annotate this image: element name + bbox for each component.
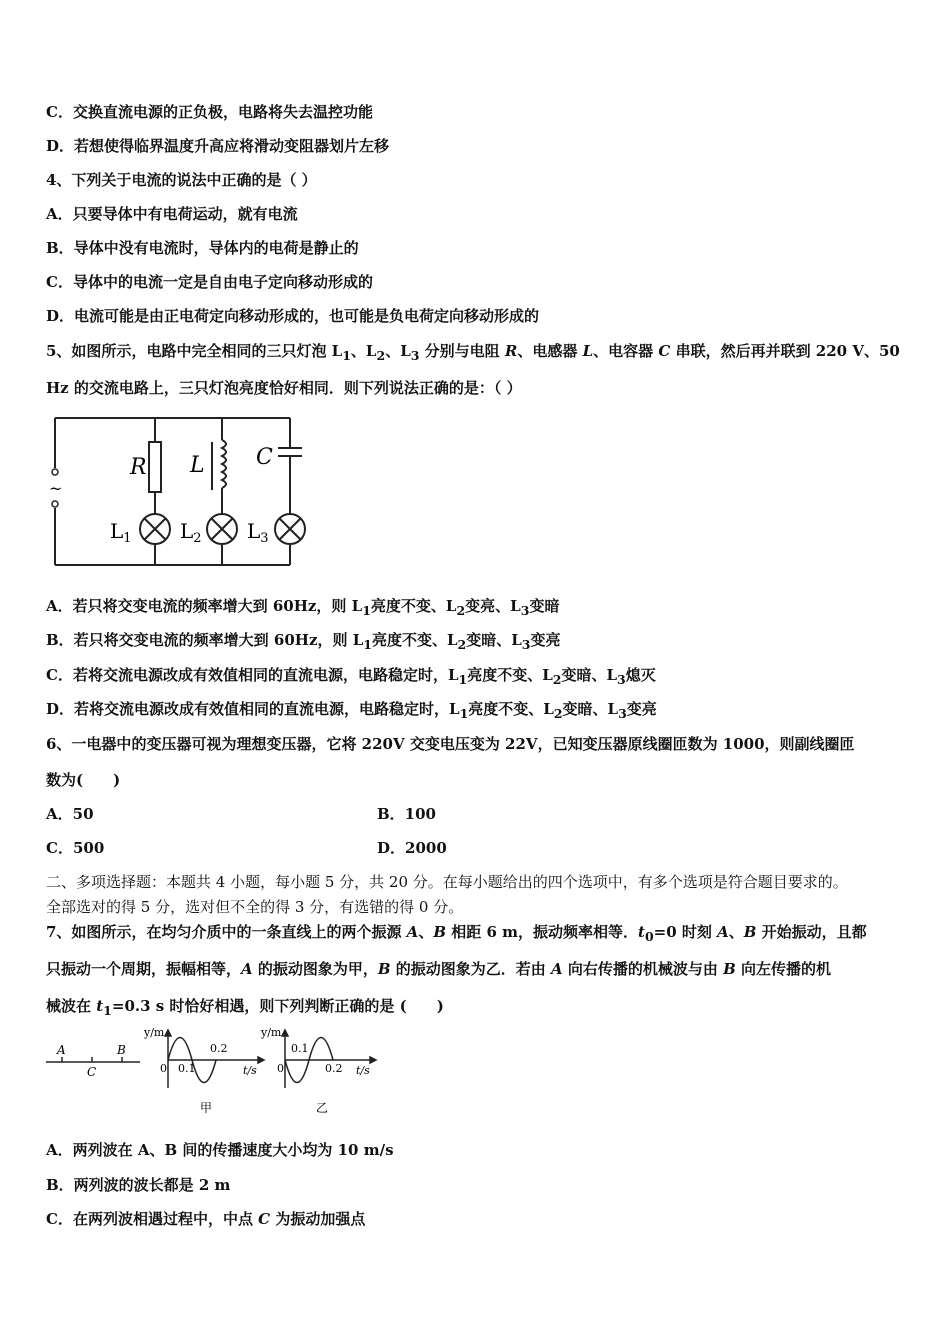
q6-option-a: A．50 bbox=[46, 805, 94, 823]
q5-circuit-diagram bbox=[40, 410, 330, 575]
q6-stem-line1: 6、一电器中的变压器可视为理想变压器，它将 220V 交变电压变为 22V，已知变压器原线圈匝数为 1000，则副线圈匝 bbox=[46, 735, 855, 753]
section2-header-line1: 二、多项选择题：本题共 4 小题，每小题 5 分，共 20 分。在每小题给出的四个选项中，有多个选项是符合题目要求的。 bbox=[46, 873, 848, 891]
q4-option-c: C．导体中的电流一定是自由电子定向移动形成的 bbox=[46, 273, 373, 291]
q6-option-d: D．2000 bbox=[377, 839, 447, 857]
label-lamp3: $L_3$ bbox=[247, 519, 269, 546]
label-resistor: R bbox=[130, 455, 147, 480]
q7-option-a: A．两列波在 A、B 间的传播速度大小均为 10 m/s bbox=[46, 1141, 394, 1159]
label-capacitor: C bbox=[256, 445, 273, 470]
yi-tick-0.1: 0.1 bbox=[291, 1042, 309, 1055]
label-lamp2: $L_2$ bbox=[180, 519, 202, 546]
q7-wave-diagram bbox=[40, 1022, 385, 1122]
yi-origin-label: 0 bbox=[277, 1062, 284, 1075]
q7-stem-line1: 7、如图所示，在均匀介质中的一条直线上的两个振源 A、B 相距 6 m，振动频率相等．$t_0=0$ 时刻 A、B 开始振动，且都 bbox=[46, 923, 867, 944]
q3-option-c: C．交换直流电源的正负极，电路将失去温控功能 bbox=[46, 103, 373, 121]
jia-x-axis-label: t/s bbox=[243, 1064, 257, 1077]
q4-stem: 4、下列关于电流的说法中正确的是（ ） bbox=[46, 171, 317, 189]
point-b-label: B bbox=[117, 1043, 126, 1057]
jia-tick-0.2: 0.2 bbox=[210, 1042, 228, 1055]
yi-y-axis-label: y/m bbox=[261, 1026, 282, 1039]
label-lamp1: $L_1$ bbox=[110, 519, 132, 546]
q5-option-c: C．若将交流电源改成有效值相同的直流电源，电路稳定时，$L_1$亮度不变、$L_2$变暗、$L_3$熄灭 bbox=[46, 666, 656, 687]
point-c-label: C bbox=[87, 1065, 97, 1079]
yi-x-axis-label: t/s bbox=[356, 1064, 370, 1077]
q6-option-c: C．500 bbox=[46, 839, 105, 857]
q5-option-d: D．若将交流电源改成有效值相同的直流电源，电路稳定时，$L_1$亮度不变、$L_2$变暗、$L_3$变亮 bbox=[46, 700, 657, 721]
q7-option-b: B．两列波的波长都是 2 m bbox=[46, 1176, 231, 1194]
jia-origin-label: 0 bbox=[160, 1062, 167, 1075]
q6-option-b: B．100 bbox=[377, 805, 436, 823]
q7-stem-line2: 只振动一个周期，振幅相等，A 的振动图象为甲，B 的振动图象为乙．若由 A 向右传播的机械波与由 B 向左传播的机 bbox=[46, 960, 832, 978]
q7-option-c: C．在两列波相遇过程中，中点 C 为振动加强点 bbox=[46, 1210, 366, 1228]
q4-option-d: D．电流可能是由正电荷定向移动形成的，也可能是负电荷定向移动形成的 bbox=[46, 307, 540, 325]
q4-option-a: A．只要导体中有电荷运动，就有电流 bbox=[46, 205, 298, 223]
jia-y-axis-label: y/m bbox=[144, 1026, 165, 1039]
q6-stem-line2: 数为( ) bbox=[46, 771, 121, 789]
jia-tick-0.1: 0.1 bbox=[178, 1062, 196, 1075]
q7-stem-line3: 械波在 $t_1=0.3$ s 时恰好相遇，则下列判断正确的是 ( ) bbox=[46, 997, 444, 1018]
ac-source-symbol: ~ bbox=[49, 479, 63, 498]
q5-stem-line1: 5、如图所示，电路中完全相同的三只灯泡 $L_1$、$L_2$、$L_3$ 分别与电阻 R、电感器 L、电容器 C 串联，然后再并联到 220 V、50 bbox=[46, 342, 900, 363]
q3-option-d: D．若想使得临界温度升高应将滑动变阻器划片左移 bbox=[46, 137, 390, 155]
q4-option-b: B．导体中没有电流时，导体内的电荷是静止的 bbox=[46, 239, 359, 257]
q5-option-a: A．若只将交变电流的频率增大到 60Hz，则 $L_1$亮度不变、$L_2$变亮、$L_3$变暗 bbox=[46, 597, 560, 618]
q5-stem-line2: Hz 的交流电路上，三只灯泡亮度恰好相同．则下列说法正确的是：（ ） bbox=[46, 379, 522, 397]
q5-option-b: B．若只将交变电流的频率增大到 60Hz，则 $L_1$亮度不变、$L_2$变暗、$L_3$变亮 bbox=[46, 631, 561, 652]
yi-tick-0.2: 0.2 bbox=[325, 1062, 343, 1075]
caption-yi: 乙 bbox=[316, 1101, 329, 1115]
point-a-label: A bbox=[57, 1043, 66, 1057]
caption-jia: 甲 bbox=[200, 1101, 213, 1115]
section2-header-line2: 全部选对的得 5 分，选对但不全的得 3 分，有选错的得 0 分。 bbox=[46, 898, 464, 916]
label-inductor: L bbox=[190, 453, 205, 478]
